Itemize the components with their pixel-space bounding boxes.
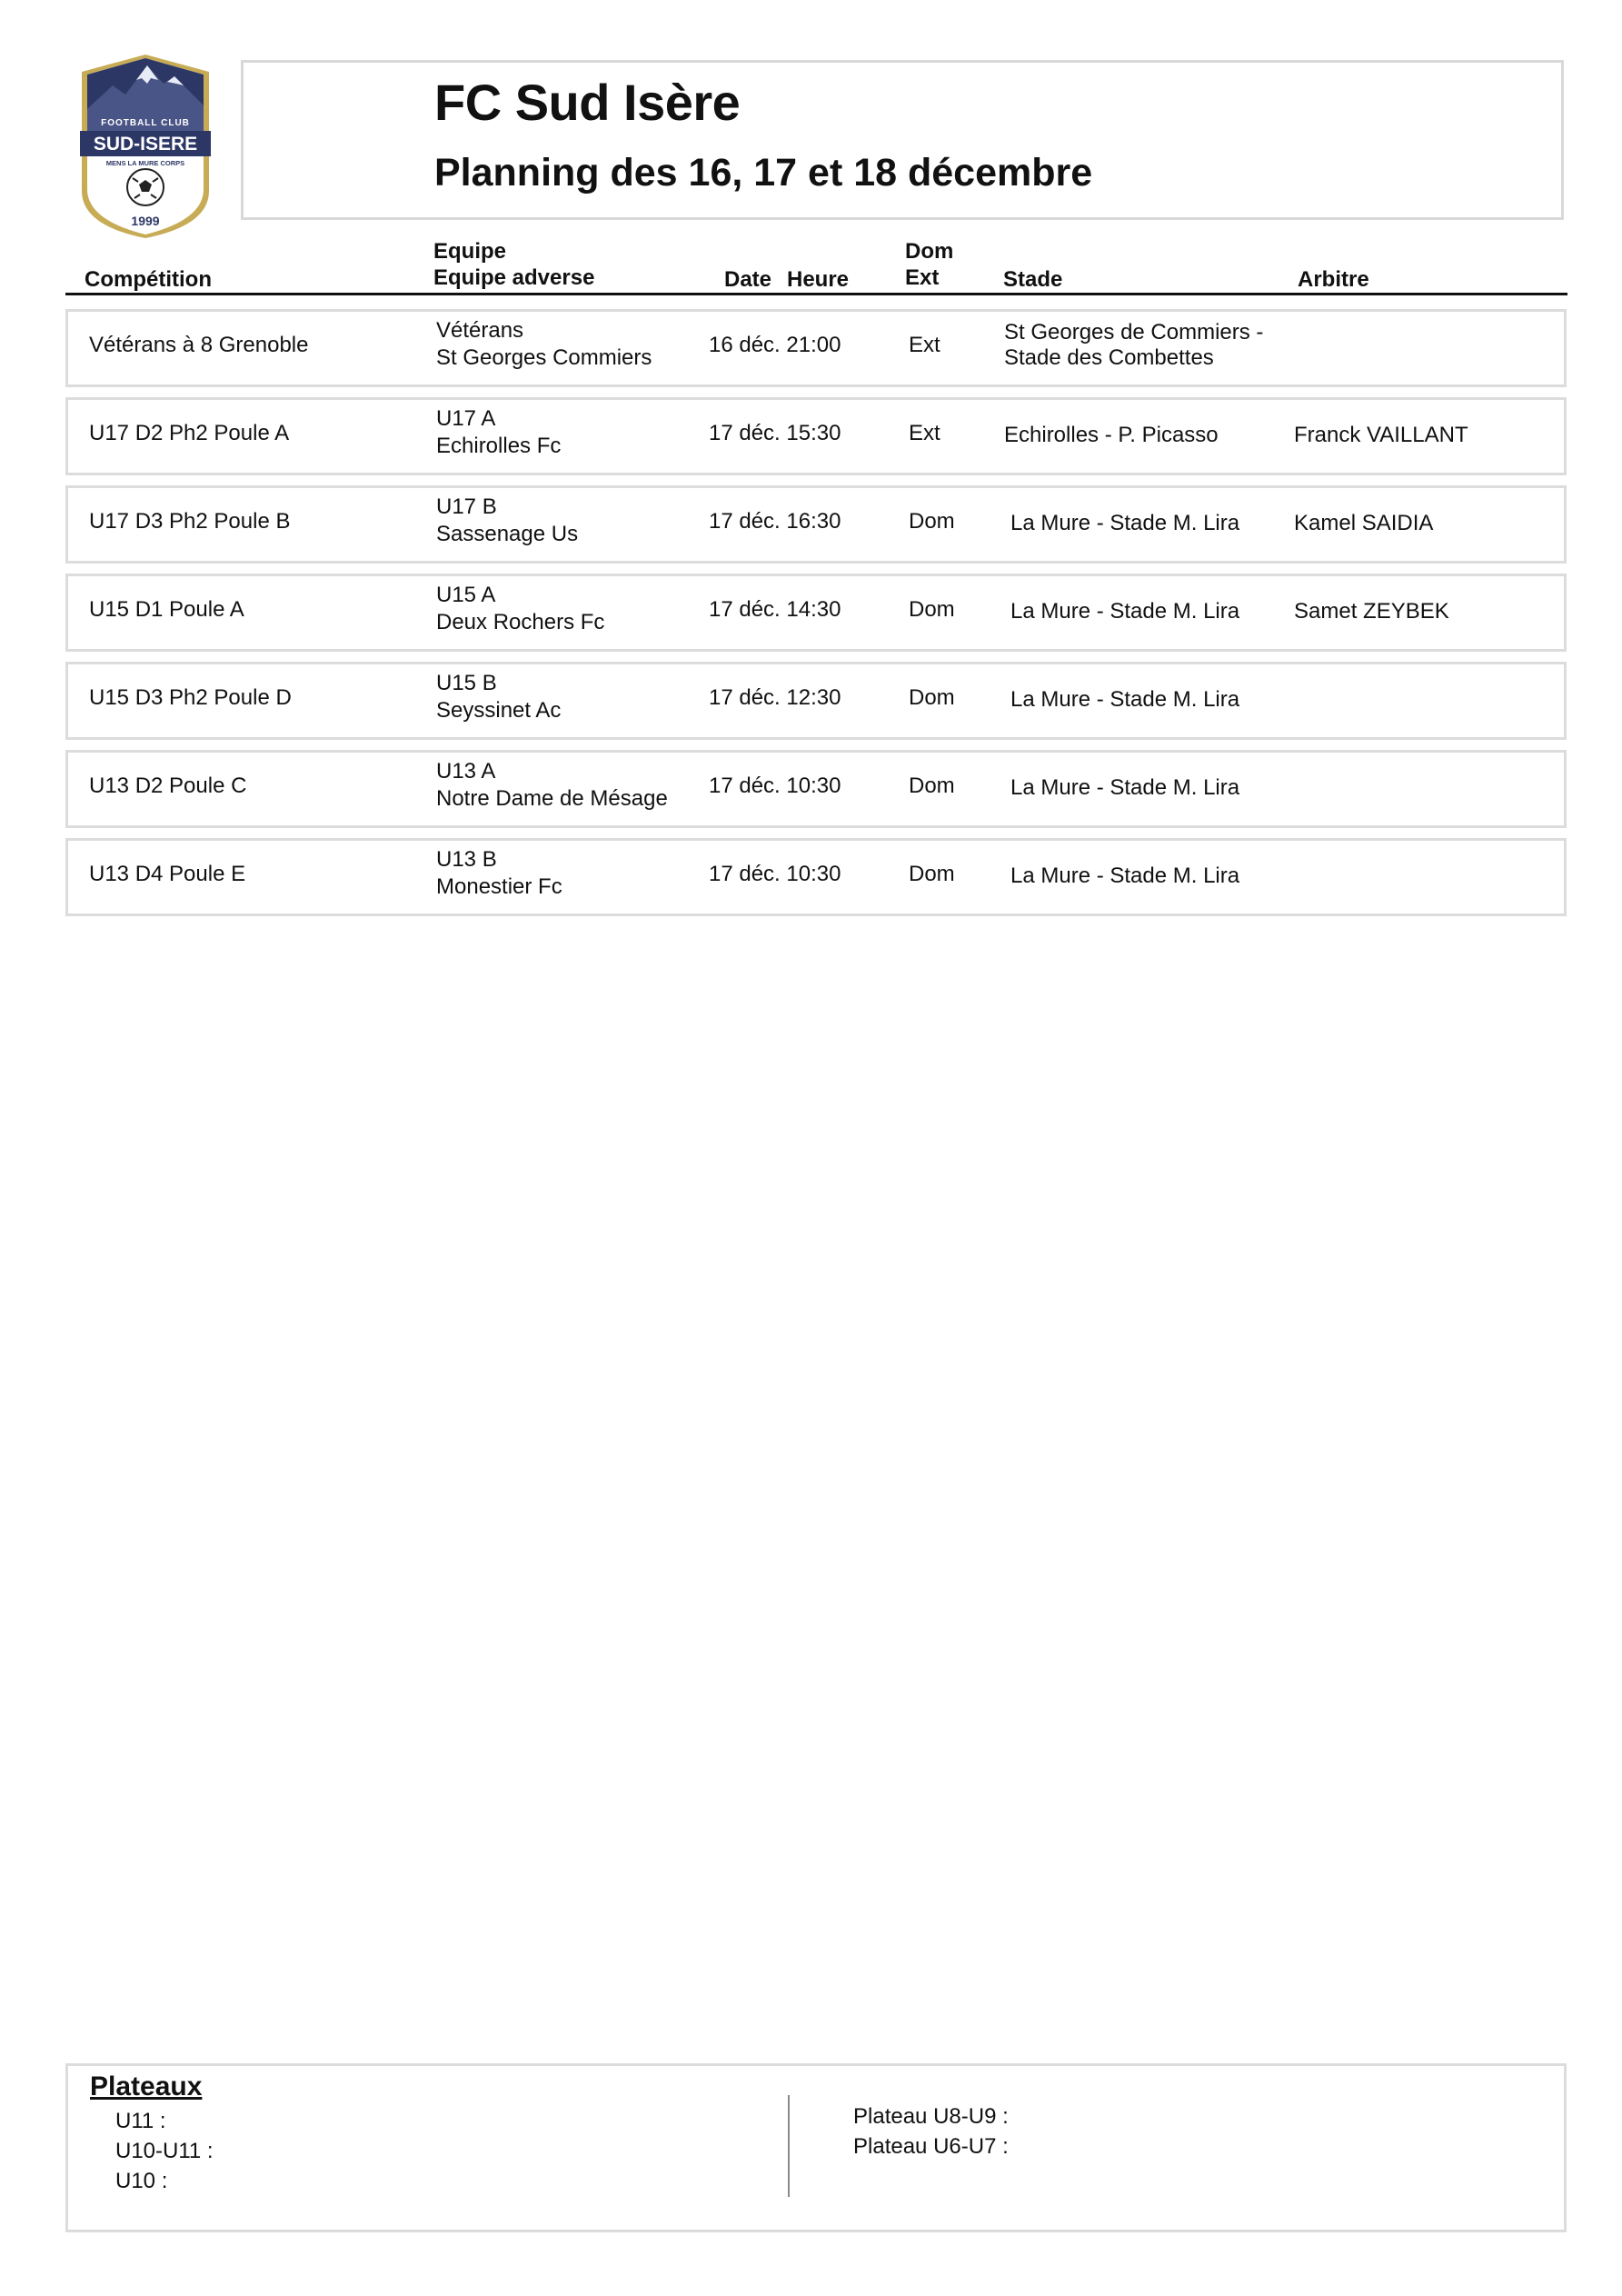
stade-line2: Stade des Combettes bbox=[1004, 345, 1214, 370]
col-dom-label: Dom bbox=[905, 239, 954, 264]
logo-line1: FOOTBALL CLUB bbox=[101, 118, 190, 128]
col-date: Date bbox=[724, 267, 772, 292]
team-name: U13 A bbox=[436, 759, 496, 784]
team-cell bbox=[436, 582, 604, 636]
dom-ext-cell: Ext bbox=[909, 333, 940, 357]
col-stade: Stade bbox=[1003, 267, 1063, 292]
competition-cell: Vétérans à 8 Grenoble bbox=[89, 333, 309, 357]
team-name: U13 B bbox=[436, 847, 497, 872]
logo-line3: MENS LA MURE CORPS bbox=[105, 159, 185, 167]
team-name: U17 A bbox=[436, 406, 496, 431]
arbitre-cell: Kamel SAIDIA bbox=[1294, 511, 1434, 535]
date-time-cell: 17 déc. 15:30 bbox=[709, 421, 841, 445]
team-cell bbox=[436, 494, 578, 548]
table-row bbox=[65, 574, 1567, 652]
team-name: U15 A bbox=[436, 583, 496, 607]
dom-ext-cell: Dom bbox=[909, 597, 955, 622]
team-name: U17 B bbox=[436, 494, 497, 519]
arbitre-cell: Franck VAILLANT bbox=[1294, 423, 1468, 447]
opponent-name: Deux Rochers Fc bbox=[436, 610, 605, 634]
stade-cell: La Mure - Stade M. Lira bbox=[1010, 599, 1240, 624]
competition-cell: U17 D3 Ph2 Poule B bbox=[89, 509, 291, 534]
col-ext-label: Ext bbox=[905, 265, 940, 290]
date-time-cell: 17 déc. 12:30 bbox=[709, 685, 841, 710]
table-row bbox=[65, 662, 1567, 740]
plateaux-title: Plateaux bbox=[90, 2071, 203, 2101]
opponent-name: Notre Dame de Mésage bbox=[436, 786, 668, 811]
dom-ext-cell: Dom bbox=[909, 774, 955, 798]
header-rule bbox=[65, 293, 1567, 295]
club-crest-icon bbox=[76, 53, 214, 238]
opponent-name: St Georges Commiers bbox=[436, 345, 652, 370]
date-time-cell: 17 déc. 10:30 bbox=[709, 862, 841, 886]
stade-cell: La Mure - Stade M. Lira bbox=[1010, 687, 1240, 712]
opponent-name: Echirolles Fc bbox=[436, 434, 562, 458]
team-cell bbox=[436, 670, 561, 724]
plateau-u10: U10 : bbox=[115, 2169, 168, 2193]
opponent-name: Monestier Fc bbox=[436, 874, 562, 899]
team-name: U15 B bbox=[436, 671, 497, 695]
competition-cell: U15 D1 Poule A bbox=[89, 597, 244, 622]
dom-ext-cell: Ext bbox=[909, 421, 940, 445]
date-time-cell: 17 déc. 14:30 bbox=[709, 597, 841, 622]
plateau-u11: U11 : bbox=[115, 2109, 166, 2133]
plateau-u6-u7: Plateau U6-U7 : bbox=[853, 2134, 1009, 2159]
team-cell bbox=[436, 317, 652, 372]
plateau-u8-u9: Plateau U8-U9 : bbox=[853, 2104, 1009, 2129]
logo-line2: SUD-ISERE bbox=[93, 134, 198, 155]
team-cell bbox=[436, 758, 668, 813]
club-title: FC Sud Isère bbox=[434, 74, 741, 131]
planning-title: Planning des 16, 17 et 18 décembre bbox=[434, 151, 1093, 195]
competition-cell: U13 D2 Poule C bbox=[89, 774, 247, 798]
table-row bbox=[65, 838, 1567, 916]
date-time-cell: 17 déc. 16:30 bbox=[709, 509, 841, 534]
stade-cell: La Mure - Stade M. Lira bbox=[1010, 511, 1240, 535]
stade-cell: Echirolles - P. Picasso bbox=[1004, 423, 1219, 447]
col-equipe-adverse-label: Equipe adverse bbox=[433, 265, 595, 290]
opponent-name: Seyssinet Ac bbox=[436, 698, 562, 723]
table-row bbox=[65, 309, 1567, 387]
logo-year: 1999 bbox=[131, 214, 160, 228]
plateaux-box bbox=[65, 2063, 1567, 2232]
dom-ext-cell: Dom bbox=[909, 862, 955, 886]
arbitre-cell: Samet ZEYBEK bbox=[1294, 599, 1449, 624]
plateaux-divider bbox=[788, 2095, 790, 2197]
date-time-cell: 17 déc. 10:30 bbox=[709, 774, 841, 798]
table-row bbox=[65, 485, 1567, 564]
team-cell bbox=[436, 405, 561, 460]
stade-cell: La Mure - Stade M. Lira bbox=[1010, 863, 1240, 888]
col-heure: Heure bbox=[787, 267, 850, 292]
date-time-cell: 16 déc. 21:00 bbox=[709, 333, 841, 357]
team-name: Vétérans bbox=[436, 318, 524, 343]
stade-cell bbox=[1004, 320, 1263, 371]
plateau-u10-u11: U10-U11 : bbox=[115, 2139, 214, 2163]
stade-cell: La Mure - Stade M. Lira bbox=[1010, 775, 1240, 800]
col-equipe-label: Equipe bbox=[433, 239, 507, 264]
competition-cell: U15 D3 Ph2 Poule D bbox=[89, 685, 292, 710]
table-row bbox=[65, 397, 1567, 475]
competition-cell: U13 D4 Poule E bbox=[89, 862, 246, 886]
col-arbitre: Arbitre bbox=[1298, 267, 1369, 292]
table-row bbox=[65, 750, 1567, 828]
col-equipe bbox=[433, 238, 594, 291]
col-dom-ext bbox=[905, 238, 953, 291]
col-competition: Compétition bbox=[85, 267, 212, 292]
stade-line1: St Georges de Commiers - bbox=[1004, 320, 1264, 344]
team-cell bbox=[436, 846, 562, 901]
opponent-name: Sassenage Us bbox=[436, 522, 579, 546]
dom-ext-cell: Dom bbox=[909, 685, 955, 710]
competition-cell: U17 D2 Ph2 Poule A bbox=[89, 421, 290, 445]
dom-ext-cell: Dom bbox=[909, 509, 955, 534]
